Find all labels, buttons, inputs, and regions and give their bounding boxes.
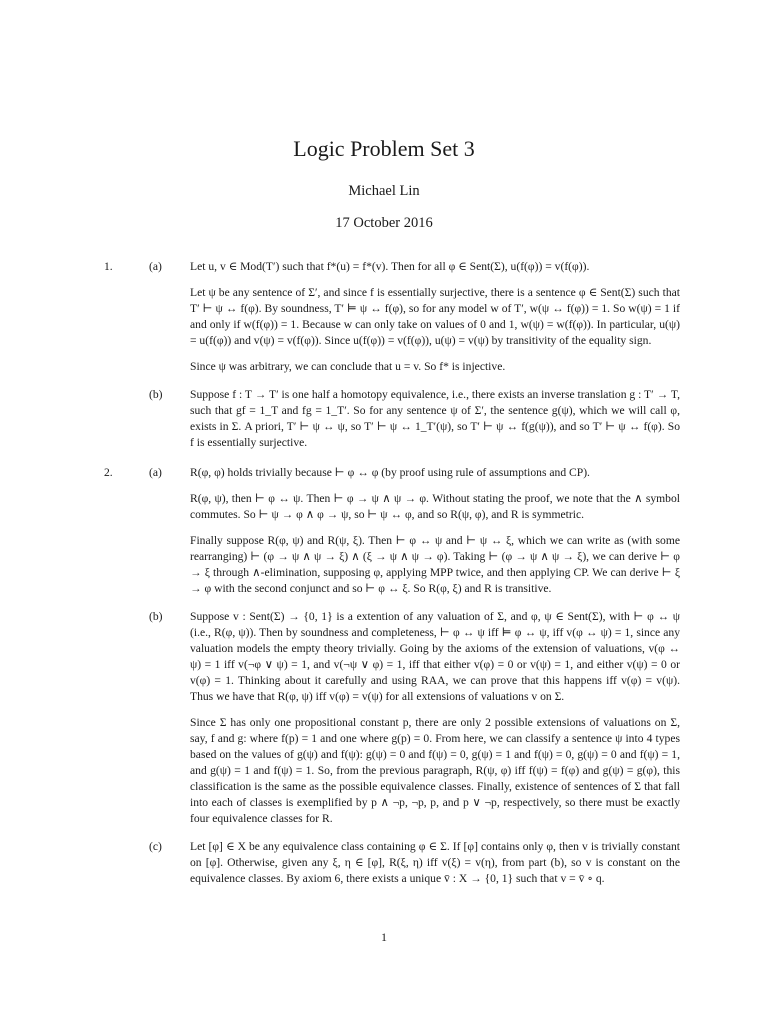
part-label: (a) — [149, 466, 162, 479]
paragraph: Let u, v ∈ Mod(T′) such that f*(u) = f*(v). Then for all φ ∈ Sent(Σ), u(f(φ)) = v(f(φ)). — [190, 260, 590, 273]
document-author: Michael Lin — [348, 183, 420, 199]
paragraph: Let ψ be any sentence of Σ′, and since f is essentially surjective, there is a sentence φ ∈ Sent(Σ) such that T′ ⊢ ψ ↔ f(φ). By soundness, T′ ⊨ ψ ↔ f(φ), so for any model w of T′, w(ψ ↔ f(φ)) = 1. So w(ψ) = 1 if and only if w(f(φ)) = 1. Because w can only take on values of 0 and 1, w(ψ) = w(f(φ)). In particular, u(ψ) = u(f(φ)) and v(ψ) = v(f(φ)). Since u(f(φ)) = v(f(φ)), u(ψ) = v(ψ) by transitivity of the equality sign. — [190, 286, 680, 347]
document-title: Logic Problem Set 3 — [293, 136, 475, 161]
paragraph: R(φ, ψ), then ⊢ φ ↔ ψ. Then ⊢ φ → ψ ∧ ψ → φ. Without stating the proof, we note that the ∧ symbol commutes. So ⊢ ψ → φ ∧ φ → ψ, so ⊢ ψ ↔ φ, and so R(ψ, φ), and R is symmetric. — [190, 492, 680, 521]
paragraph: R(φ, φ) holds trivially because ⊢ φ ↔ φ (by proof using rule of assumptions and CP). — [190, 466, 590, 479]
part-label: (b) — [149, 610, 163, 623]
problem-number: 2. — [104, 466, 113, 479]
part-label: (a) — [149, 260, 162, 273]
paragraph: Finally suppose R(φ, ψ) and R(ψ, ξ). Then ⊢ φ ↔ ψ and ⊢ ψ ↔ ξ, which we can write as (with some rearranging) ⊢ (φ → ψ ∧ ψ → ξ) ∧ (ξ → ψ ∧ ψ → φ). Taking ⊢ (φ → ψ ∧ ψ → ξ), we can derive ⊢ φ → ξ through ∧-elimination, supposing φ, applying MPP twice, and then applying CP. We can derive ⊢ ξ → φ with the second conjunct and so ⊢ φ ↔ ξ. So R(φ, ξ) and R is transitive. — [190, 534, 680, 595]
problem-2-part-a — [149, 465, 680, 597]
paragraph: Suppose f : T → T′ is one half a homotopy equivalence, i.e., there exists an inverse translation g : T′ → T, such that gf = 1_T and fg = 1_T′. So for any sentence ψ of Σ′, the sentence g(ψ), which we will call φ, exists in Σ. A priori, T′ ⊢ ψ ↔ ψ, so T′ ⊢ ψ ↔ 1_T′(ψ), so T′ ⊢ ψ ↔ f(g(ψ)), and so T′ ⊢ ψ ↔ f(φ). So f is essentially surjective. — [190, 388, 680, 449]
problem-2 — [104, 465, 680, 887]
problem-1-part-b — [149, 387, 680, 451]
page-number: 1 — [381, 930, 387, 944]
paragraph: Since Σ has only one propositional constant p, there are only 2 possible extensions of valuations on Σ, say, f and g: where f(p) = 1 and one where g(p) = 0. From here, we can classify a sentence ψ into 4 types based on the values of g(ψ) and f(ψ): g(ψ) = 0 and f(ψ) = 0, g(ψ) = 1 and f(ψ) = 0, g(ψ) = 0 and f(ψ) = 1, and g(ψ) = 1 and f(ψ) = 1. So, from the previous paragraph, R(ψ, φ) iff f(ψ) = f(φ) and g(ψ) = g(φ), this classification is the same as the possible equivalence classes. Finally, existence of sentences of Σ that fall into each of classes is exemplified by p ∧ ¬p, ¬p, p, and p ∨ ¬p, respectively, so there must be exactly four equivalence classes for R. — [190, 716, 680, 825]
problem-2-part-b — [149, 609, 680, 827]
part-label: (c) — [149, 840, 162, 853]
problem-1-part-a — [149, 259, 680, 375]
problem-2-part-c — [149, 839, 680, 887]
document-date: 17 October 2016 — [335, 215, 433, 231]
paragraph: Suppose v : Sent(Σ) → {0, 1} is a extention of any valuation of Σ, and φ, ψ ∈ Sent(Σ), with ⊢ φ ↔ ψ (i.e., R(φ, ψ)). Then by soundness and completeness, ⊢ φ ↔ ψ iff ⊨ φ ↔ ψ, iff v(φ ↔ ψ) = 1, since any valuation models the empty theory trivially. Going by the axioms of the extension of valuations, v(φ ↔ ψ) = 1 iff v(¬φ ∨ ψ) = 1, and v(¬ψ ∨ φ) = 1, iff that either v(φ) = 0 or v(ψ) = 1, and either v(ψ) = 0 or v(φ) = 1. Thinking about it carefully and using RAA, we can prove that this happens iff v(φ) = v(ψ). Thus we have that R(φ, ψ) iff v(φ) = v(ψ) for all extensions of valuations v on Σ. — [190, 610, 680, 703]
problem-1 — [104, 259, 680, 451]
problem-number: 1. — [104, 260, 113, 273]
paragraph: Let [φ] ∈ X be any equivalence class containing φ ∈ Σ. If [φ] contains only φ, then v is trivially constant on [φ]. Otherwise, given any ξ, η ∈ [φ], R(ξ, η) iff v(ξ) = v(η), from part (b), so v is constant on the equivalence classes. By axiom 6, there exists a unique v̄ : X → {0, 1} such that v = v̄ ∘ q. — [190, 840, 680, 885]
document-body — [104, 259, 680, 887]
paragraph: Since ψ was arbitrary, we can conclude that u = v. So f* is injective. — [190, 360, 506, 373]
part-label: (b) — [149, 388, 163, 401]
